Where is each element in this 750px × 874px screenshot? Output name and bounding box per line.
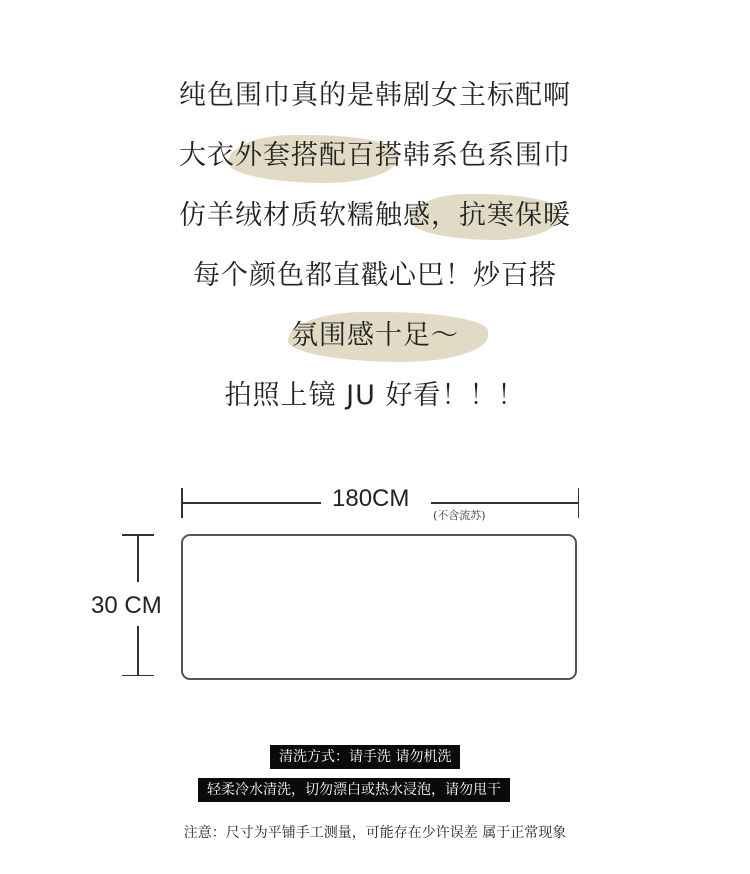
- description-line-6: 拍照上镜 JU 好看！！！: [224, 380, 526, 411]
- length-label: 180CM: [332, 485, 410, 512]
- width-label: 30 CM: [91, 592, 162, 619]
- description-line-2: 大衣外套搭配百搭韩系色系围巾: [179, 140, 571, 171]
- measurement-note: 注意：尺寸为平铺手工测量，可能存在少许误差 属于正常现象: [183, 825, 567, 841]
- wash-method-tag: 清洗方式：请手洗 请勿机洗: [270, 745, 460, 769]
- description-line-3: 仿羊绒材质软糯触感，抗寒保暖: [179, 200, 571, 231]
- scarf-outline: [181, 534, 577, 680]
- description-line-5: 氛围感十足～: [291, 320, 459, 351]
- description-line-1: 纯色围巾真的是韩剧女主标配啊: [179, 80, 571, 111]
- length-note: (不含流苏): [433, 509, 486, 522]
- care-instructions-tag: 轻柔冷水清洗，切勿漂白或热水浸泡，请勿甩干: [198, 778, 510, 802]
- description-line-4: 每个颜色都直戳心巴！炒百搭: [193, 260, 557, 291]
